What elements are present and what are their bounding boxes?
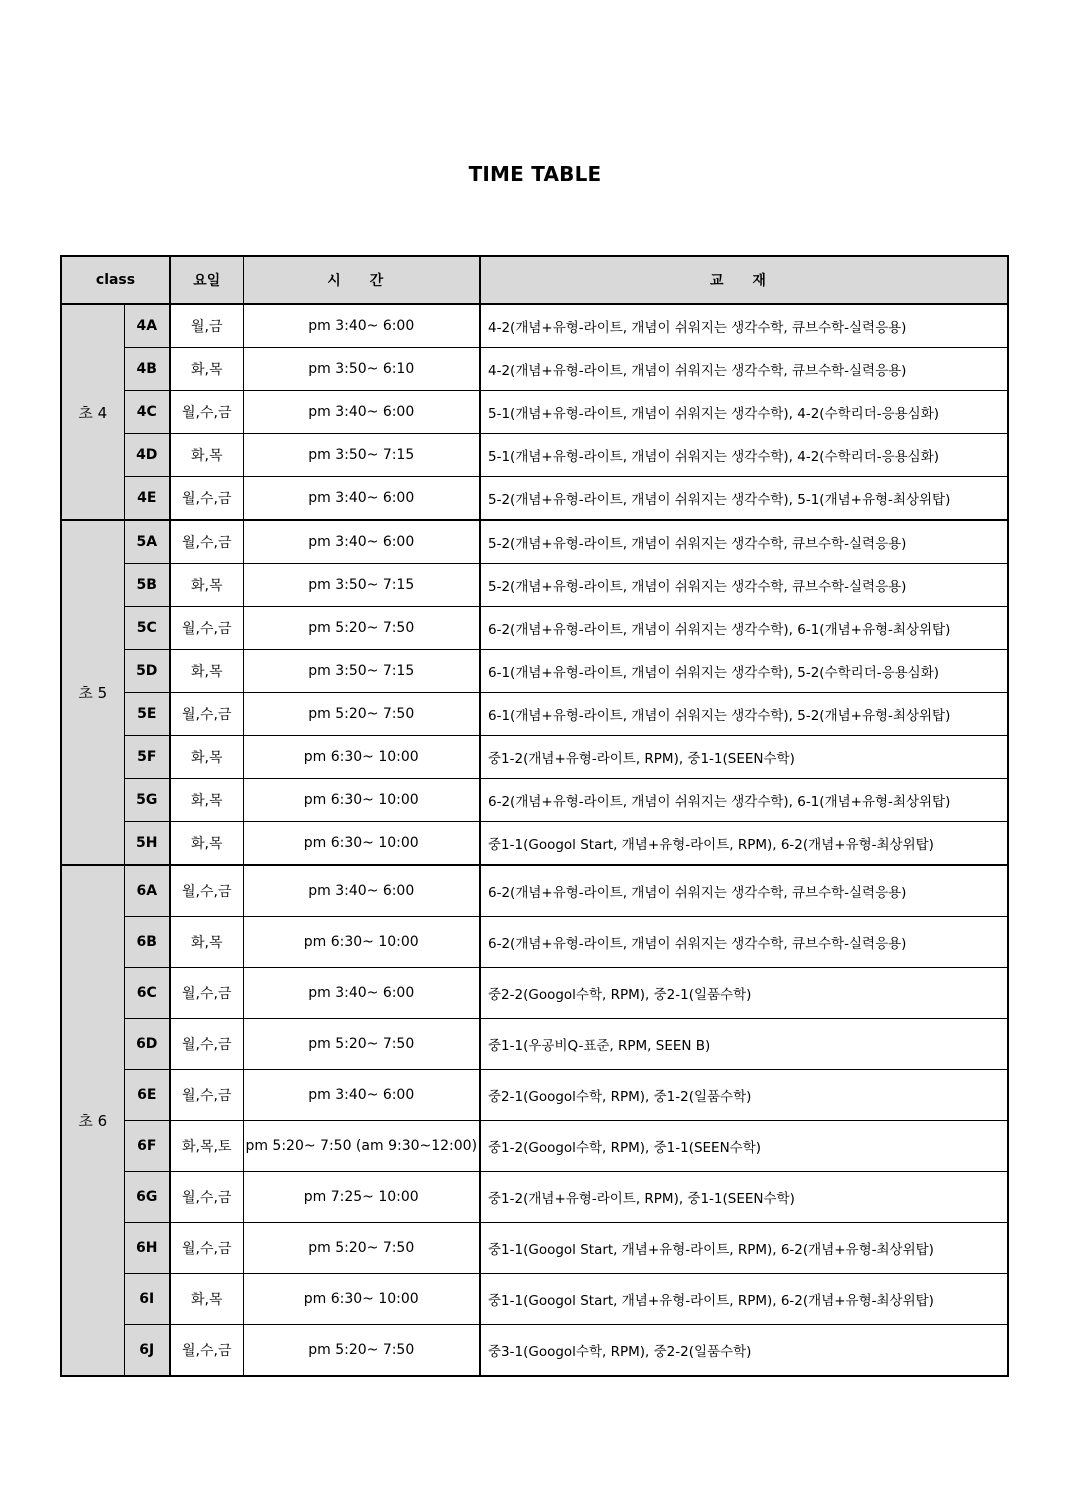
table-row <box>61 779 1008 822</box>
day-cell: 화,목 <box>170 779 243 822</box>
day-cell: 화,목 <box>170 434 243 477</box>
class-cell: 4A <box>124 304 170 348</box>
book-cell: 6-1(개념+유형-라이트, 개념이 쉬워지는 생각수학), 5-2(수학리더-응용심화) <box>480 650 1008 693</box>
time-cell: pm 3:50~ 7:15 <box>243 434 480 477</box>
time-cell: pm 3:50~ 7:15 <box>243 650 480 693</box>
book-cell: 중2-1(Googol수학, RPM), 중1-2(일품수학) <box>480 1070 1008 1121</box>
header-class: class <box>61 256 170 304</box>
class-cell: 4C <box>124 391 170 434</box>
book-cell: 중1-2(Googol수학, RPM), 중1-1(SEEN수학) <box>480 1121 1008 1172</box>
day-cell: 월,수,금 <box>170 1172 243 1223</box>
class-cell: 6B <box>124 917 170 968</box>
time-cell: pm 6:30~ 10:00 <box>243 736 480 779</box>
table-row <box>61 1274 1008 1325</box>
time-cell: pm 3:40~ 6:00 <box>243 477 480 521</box>
time-cell: pm 6:30~ 10:00 <box>243 917 480 968</box>
table-row <box>61 1019 1008 1070</box>
class-cell: 4B <box>124 348 170 391</box>
book-cell: 4-2(개념+유형-라이트, 개념이 쉬워지는 생각수학, 큐브수학-실력응용) <box>480 304 1008 348</box>
day-cell: 월,수,금 <box>170 477 243 521</box>
header-book <box>480 256 1008 304</box>
time-cell: pm 6:30~ 10:00 <box>243 1274 480 1325</box>
book-cell: 5-2(개념+유형-라이트, 개념이 쉬워지는 생각수학, 큐브수학-실력응용) <box>480 564 1008 607</box>
class-cell: 6E <box>124 1070 170 1121</box>
table-row <box>61 693 1008 736</box>
class-cell: 6I <box>124 1274 170 1325</box>
day-cell: 화,목 <box>170 736 243 779</box>
time-cell: pm 3:40~ 6:00 <box>243 391 480 434</box>
table-row <box>61 917 1008 968</box>
grade-cell: 초 6 <box>61 865 124 1376</box>
class-cell: 6D <box>124 1019 170 1070</box>
table-row <box>61 968 1008 1019</box>
book-cell: 6-2(개념+유형-라이트, 개념이 쉬워지는 생각수학), 6-1(개념+유형-최상위탑) <box>480 779 1008 822</box>
day-cell: 월,수,금 <box>170 1223 243 1274</box>
table-row <box>61 304 1008 348</box>
table-row <box>61 434 1008 477</box>
class-cell: 5B <box>124 564 170 607</box>
class-cell: 5A <box>124 520 170 564</box>
book-cell: 5-1(개념+유형-라이트, 개념이 쉬워지는 생각수학), 4-2(수학리더-응용심화) <box>480 391 1008 434</box>
day-cell: 화,목 <box>170 822 243 866</box>
header-book-label: 교 재 <box>710 273 778 289</box>
table-row <box>61 564 1008 607</box>
time-cell: pm 5:20~ 7:50 <box>243 1325 480 1377</box>
time-cell: pm 3:40~ 6:00 <box>243 968 480 1019</box>
day-cell: 화,목 <box>170 348 243 391</box>
day-cell: 화,목 <box>170 917 243 968</box>
header-row <box>61 256 1008 304</box>
class-cell: 5F <box>124 736 170 779</box>
day-cell: 월,수,금 <box>170 391 243 434</box>
table-row <box>61 348 1008 391</box>
table-row <box>61 391 1008 434</box>
day-cell: 화,목 <box>170 1274 243 1325</box>
book-cell: 4-2(개념+유형-라이트, 개념이 쉬워지는 생각수학, 큐브수학-실력응용) <box>480 348 1008 391</box>
book-cell: 중1-2(개념+유형-라이트, RPM), 중1-1(SEEN수학) <box>480 736 1008 779</box>
book-cell: 중1-1(우공비Q-표준, RPM, SEEN B) <box>480 1019 1008 1070</box>
book-cell: 5-2(개념+유형-라이트, 개념이 쉬워지는 생각수학, 큐브수학-실력응용) <box>480 520 1008 564</box>
class-cell: 5E <box>124 693 170 736</box>
time-cell: pm 3:40~ 6:00 <box>243 520 480 564</box>
table-row <box>61 865 1008 917</box>
day-cell: 월,금 <box>170 304 243 348</box>
time-cell: pm 3:40~ 6:00 <box>243 304 480 348</box>
book-cell: 중1-2(개념+유형-라이트, RPM), 중1-1(SEEN수학) <box>480 1172 1008 1223</box>
table-row <box>61 1070 1008 1121</box>
table-row <box>61 520 1008 564</box>
header-day: 요일 <box>170 256 243 304</box>
time-cell: pm 5:20~ 7:50 (am 9:30~12:00) <box>243 1121 480 1172</box>
day-cell: 월,수,금 <box>170 865 243 917</box>
timetable <box>60 255 1009 1377</box>
class-cell: 4D <box>124 434 170 477</box>
class-cell: 5H <box>124 822 170 866</box>
class-cell: 6J <box>124 1325 170 1377</box>
class-cell: 4E <box>124 477 170 521</box>
book-cell: 중2-2(Googol수학, RPM), 중2-1(일품수학) <box>480 968 1008 1019</box>
timetable-body <box>61 304 1008 1376</box>
day-cell: 월,수,금 <box>170 968 243 1019</box>
time-cell: pm 5:20~ 7:50 <box>243 693 480 736</box>
book-cell: 6-2(개념+유형-라이트, 개념이 쉬워지는 생각수학, 큐브수학-실력응용) <box>480 917 1008 968</box>
class-cell: 5G <box>124 779 170 822</box>
time-cell: pm 6:30~ 10:00 <box>243 779 480 822</box>
page-title: TIME TABLE <box>468 162 602 186</box>
day-cell: 월,수,금 <box>170 520 243 564</box>
class-cell: 6H <box>124 1223 170 1274</box>
table-row <box>61 650 1008 693</box>
book-cell: 6-2(개념+유형-라이트, 개념이 쉬워지는 생각수학), 6-1(개념+유형-최상위탑) <box>480 607 1008 650</box>
header-time-label: 시 간 <box>327 273 396 289</box>
book-cell: 중1-1(Googol Start, 개념+유형-라이트, RPM), 6-2(개념+유형-최상위탑) <box>480 1223 1008 1274</box>
book-cell: 중1-1(Googol Start, 개념+유형-라이트, RPM), 6-2(개념+유형-최상위탑) <box>480 1274 1008 1325</box>
table-row <box>61 1121 1008 1172</box>
day-cell: 월,수,금 <box>170 1070 243 1121</box>
class-cell: 6G <box>124 1172 170 1223</box>
time-cell: pm 3:40~ 6:00 <box>243 1070 480 1121</box>
class-cell: 6C <box>124 968 170 1019</box>
time-cell: pm 3:50~ 7:15 <box>243 564 480 607</box>
day-cell: 월,수,금 <box>170 1325 243 1377</box>
header-time <box>243 256 480 304</box>
class-cell: 5D <box>124 650 170 693</box>
table-row <box>61 1172 1008 1223</box>
book-cell: 5-2(개념+유형-라이트, 개념이 쉬워지는 생각수학), 5-1(개념+유형-최상위탑) <box>480 477 1008 521</box>
book-cell: 6-2(개념+유형-라이트, 개념이 쉬워지는 생각수학, 큐브수학-실력응용) <box>480 865 1008 917</box>
time-cell: pm 5:20~ 7:50 <box>243 1019 480 1070</box>
day-cell: 월,수,금 <box>170 607 243 650</box>
table-row <box>61 1223 1008 1274</box>
table-row <box>61 477 1008 521</box>
book-cell: 중3-1(Googol수학, RPM), 중2-2(일품수학) <box>480 1325 1008 1377</box>
book-cell: 중1-1(Googol Start, 개념+유형-라이트, RPM), 6-2(개념+유형-최상위탑) <box>480 822 1008 866</box>
time-cell: pm 5:20~ 7:50 <box>243 1223 480 1274</box>
table-row <box>61 822 1008 866</box>
day-cell: 월,수,금 <box>170 1019 243 1070</box>
time-cell: pm 5:20~ 7:50 <box>243 607 480 650</box>
book-cell: 5-1(개념+유형-라이트, 개념이 쉬워지는 생각수학), 4-2(수학리더-응용심화) <box>480 434 1008 477</box>
day-cell: 화,목,토 <box>170 1121 243 1172</box>
class-cell: 5C <box>124 607 170 650</box>
day-cell: 화,목 <box>170 564 243 607</box>
table-row <box>61 1325 1008 1377</box>
table-row <box>61 607 1008 650</box>
class-cell: 6A <box>124 865 170 917</box>
book-cell: 6-1(개념+유형-라이트, 개념이 쉬워지는 생각수학), 5-2(개념+유형-최상위탑) <box>480 693 1008 736</box>
time-cell: pm 6:30~ 10:00 <box>243 822 480 866</box>
grade-cell: 초 4 <box>61 304 124 520</box>
time-cell: pm 7:25~ 10:00 <box>243 1172 480 1223</box>
grade-cell: 초 5 <box>61 520 124 865</box>
day-cell: 화,목 <box>170 650 243 693</box>
table-row <box>61 736 1008 779</box>
class-cell: 6F <box>124 1121 170 1172</box>
time-cell: pm 3:40~ 6:00 <box>243 865 480 917</box>
day-cell: 월,수,금 <box>170 693 243 736</box>
time-cell: pm 3:50~ 6:10 <box>243 348 480 391</box>
